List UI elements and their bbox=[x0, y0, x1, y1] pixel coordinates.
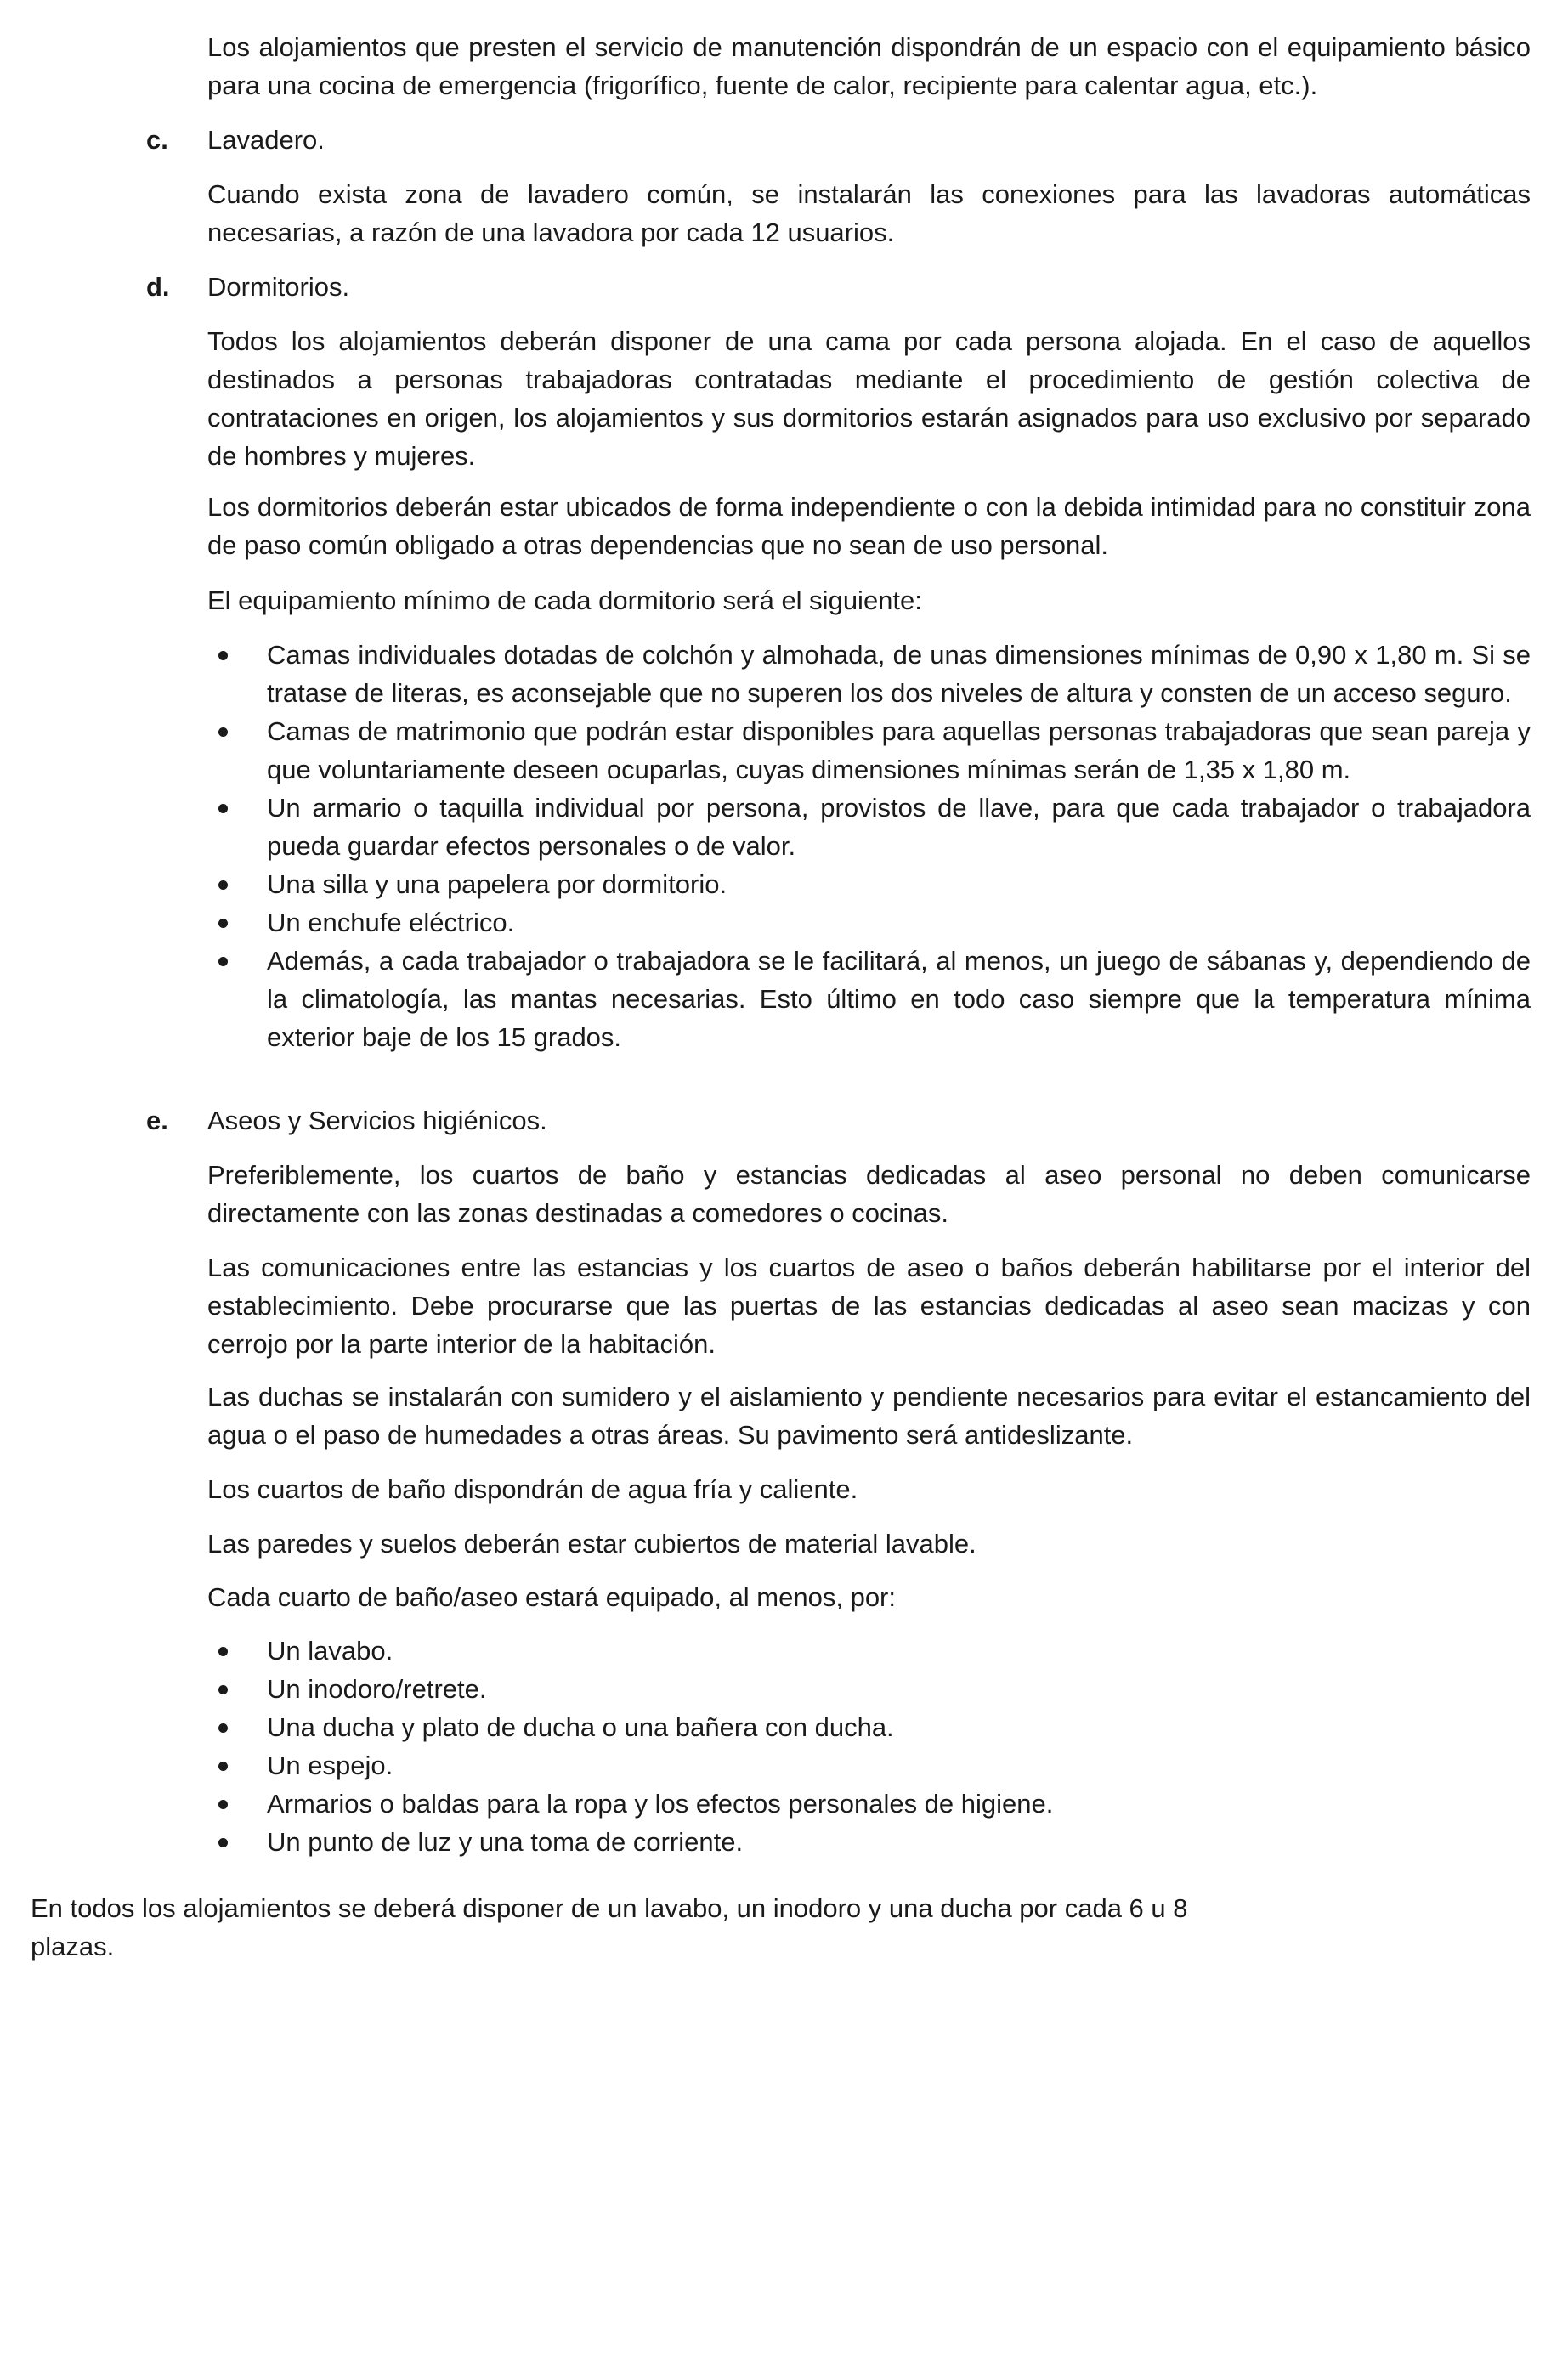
bullet-icon bbox=[218, 1800, 228, 1809]
section-title: Dormitorios. bbox=[207, 272, 350, 302]
list-item bbox=[207, 1746, 1531, 1785]
paragraph-aseos-puertas: Las comunicaciones entre las estancias y los cuartos de aseo o baños deberán habilitarse por el interior del establecimiento. Debe procurarse que las puertas de las estancias dedicadas al aseo sean macizas y con cerrojo por la parte interior de la habitación. bbox=[207, 1253, 1531, 1359]
list-item-text: Camas de matrimonio que podrán estar disponibles para aquellas personas trabajadoras que sean pareja y que voluntariamente deseen ocuparlas, cuyas dimensiones mínimas serán de 1,35 x 1,80 m. bbox=[267, 716, 1531, 784]
list-item bbox=[207, 865, 1531, 903]
paragraph-equipamiento-bano: Cada cuarto de baño/aseo estará equipado, al menos, por: bbox=[207, 1582, 896, 1612]
list-item bbox=[207, 636, 1531, 712]
list-item-text: Camas individuales dotadas de colchón y almohada, de unas dimensiones mínimas de 0,90 x 1,80 m. Si se tratase de literas, es aconsejable que no superen los dos niveles de altura y consten de un acceso seguro. bbox=[267, 640, 1531, 708]
list-item-text: Además, a cada trabajador o trabajadora se le facilitará, al menos, un juego de sábanas y, dependiendo de la climatología, las mantas necesarias. Esto último en todo caso siempre que la temperatura mínima exterior baje de los 15 grados. bbox=[267, 946, 1531, 1052]
bullet-icon bbox=[218, 1762, 228, 1771]
paragraph-paredes: Las paredes y suelos deberán estar cubiertos de material lavable. bbox=[207, 1529, 976, 1559]
list-item bbox=[207, 1823, 1531, 1861]
paragraph-dormitorios-camas: Todos los alojamientos deberán disponer de una cama por cada persona alojada. En el caso de aquellos destinados a personas trabajadoras contratadas mediante el procedimiento de gestión colectiva de contrataciones en origen, los alojamientos y sus dormitorios estarán asignados para uso exclusivo por separado de hombres y mujeres. bbox=[207, 326, 1531, 471]
list-item-text: Una silla y una papelera por dormitorio. bbox=[267, 869, 727, 899]
list-item-text: Un inodoro/retrete. bbox=[267, 1674, 487, 1704]
list-item bbox=[207, 942, 1531, 1056]
list-item bbox=[207, 789, 1531, 865]
list-item-text: Armarios o baldas para la ropa y los efectos personales de higiene. bbox=[267, 1789, 1054, 1819]
bullet-icon bbox=[218, 804, 228, 813]
bullet-icon bbox=[218, 727, 228, 737]
section-letter: e. bbox=[146, 1106, 168, 1135]
section-heading-c bbox=[0, 121, 850, 159]
list-item-text: Un punto de luz y una toma de corriente. bbox=[267, 1827, 744, 1857]
paragraph-manutencion: Los alojamientos que presten el servicio de manutención dispondrán de un espacio con el equipamiento básico para una cocina de emergencia (frigorífico, fuente de calor, recipiente para calentar agua, etc.). bbox=[207, 32, 1531, 100]
list-item bbox=[207, 1670, 1531, 1708]
bullet-icon bbox=[218, 651, 228, 660]
section-letter: d. bbox=[146, 272, 170, 302]
bullet-list-dormitorio bbox=[207, 636, 1531, 1056]
bullet-icon bbox=[218, 1838, 228, 1847]
bullet-icon bbox=[218, 957, 228, 966]
bullet-icon bbox=[218, 1647, 228, 1656]
list-item-text: Un lavabo. bbox=[267, 1636, 393, 1666]
list-item bbox=[207, 1785, 1531, 1823]
list-item-text: Un enchufe eléctrico. bbox=[267, 908, 515, 937]
list-item bbox=[207, 712, 1531, 789]
bullet-icon bbox=[218, 919, 228, 928]
paragraph-aseos-comunicacion: Preferiblemente, los cuartos de baño y estancias dedicadas al aseo personal no deben comunicarse directamente con las zonas destinadas a comedores o cocinas. bbox=[207, 1160, 1531, 1228]
list-item bbox=[207, 903, 1531, 942]
paragraph-dormitorios-ubicacion: Los dormitorios deberán estar ubicados de forma independiente o con la debida intimidad para no constituir zona de paso común obligado a otras dependencias que no sean de uso personal. bbox=[207, 492, 1531, 560]
list-item bbox=[207, 1708, 1531, 1746]
bullet-icon bbox=[218, 1723, 228, 1733]
paragraph-equipamiento-intro: El equipamiento mínimo de cada dormitorio será el siguiente: bbox=[207, 586, 922, 615]
paragraph-closing: En todos los alojamientos se deberá disponer de un lavabo, un inodoro y una ducha por cada 6 u 8 plazas. bbox=[31, 1893, 1188, 1961]
list-item-text: Una ducha y plato de ducha o una bañera con ducha. bbox=[267, 1712, 894, 1742]
bullet-icon bbox=[218, 1685, 228, 1694]
paragraph-lavadero: Cuando exista zona de lavadero común, se instalarán las conexiones para las lavadoras automáticas necesarias, a razón de una lavadora por cada 12 usuarios. bbox=[207, 179, 1531, 247]
section-heading-e bbox=[0, 1101, 850, 1140]
list-item-text: Un espejo. bbox=[267, 1751, 393, 1780]
bullet-list-bano bbox=[207, 1632, 1531, 1861]
paragraph-agua: Los cuartos de baño dispondrán de agua fría y caliente. bbox=[207, 1474, 858, 1504]
bullet-icon bbox=[218, 880, 228, 890]
list-item-text: Un armario o taquilla individual por persona, provistos de llave, para que cada trabajador o trabajadora pueda guardar efectos personales o de valor. bbox=[267, 793, 1531, 861]
section-title: Lavadero. bbox=[207, 125, 325, 155]
list-item bbox=[207, 1632, 1531, 1670]
paragraph-duchas: Las duchas se instalarán con sumidero y el aislamiento y pendiente necesarios para evitar el estancamiento del agua o el paso de humedades a otras áreas. Su pavimento será antideslizante. bbox=[207, 1382, 1531, 1450]
section-letter: c. bbox=[146, 125, 168, 155]
section-heading-d bbox=[0, 268, 850, 306]
section-title: Aseos y Servicios higiénicos. bbox=[207, 1106, 547, 1135]
